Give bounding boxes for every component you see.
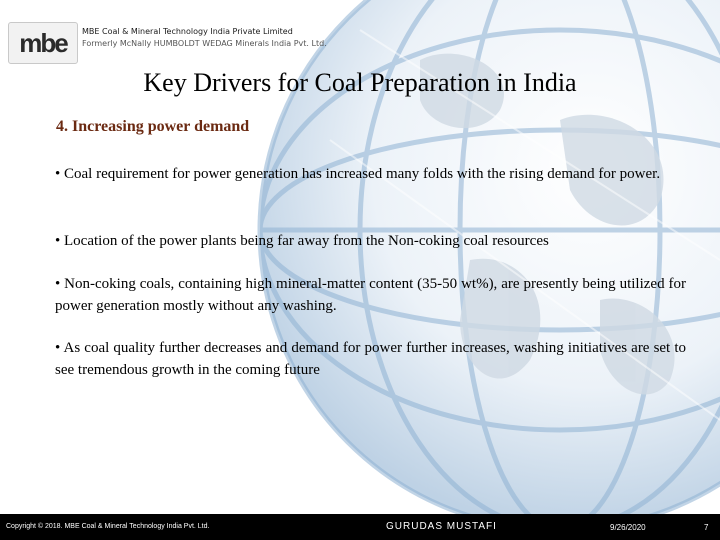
section-heading: 4. Increasing power demand [56,118,250,135]
bullet-item: • Coal requirement for power generation has increased many folds with the rising demand for power. [55,166,661,182]
footer-page-number: 7 [704,523,709,532]
footer-bar [0,514,720,540]
bullet-item: • Location of the power plants being far away from the Non-coking coal resources [55,233,549,249]
company-name: MBE Coal & Mineral Technology India Private Limited [82,27,293,36]
company-info [82,26,352,50]
company-header [8,22,338,62]
company-former-name: Formerly McNally HUMBOLDT WEDAG Minerals India Pvt. Ltd. [82,39,327,48]
footer-date: 9/26/2020 [610,523,646,532]
company-logo: mbe [8,22,78,64]
footer-author: GURUDAS MUSTAFI [386,521,497,532]
bullet-item: • Non-coking coals, containing high mineral-matter content (35-50 wt%), are presently being utilized for power generation mostly without any washing. [55,276,686,314]
bullet-item: • As coal quality further decreases and demand for power further increases, washing initiatives are set to see tremendous growth in the coming future [55,340,686,378]
slide-title: Key Drivers for Coal Preparation in India [143,68,577,97]
footer-copyright: Copyright © 2018. MBE Coal & Mineral Technology India Pvt. Ltd. [6,523,210,530]
